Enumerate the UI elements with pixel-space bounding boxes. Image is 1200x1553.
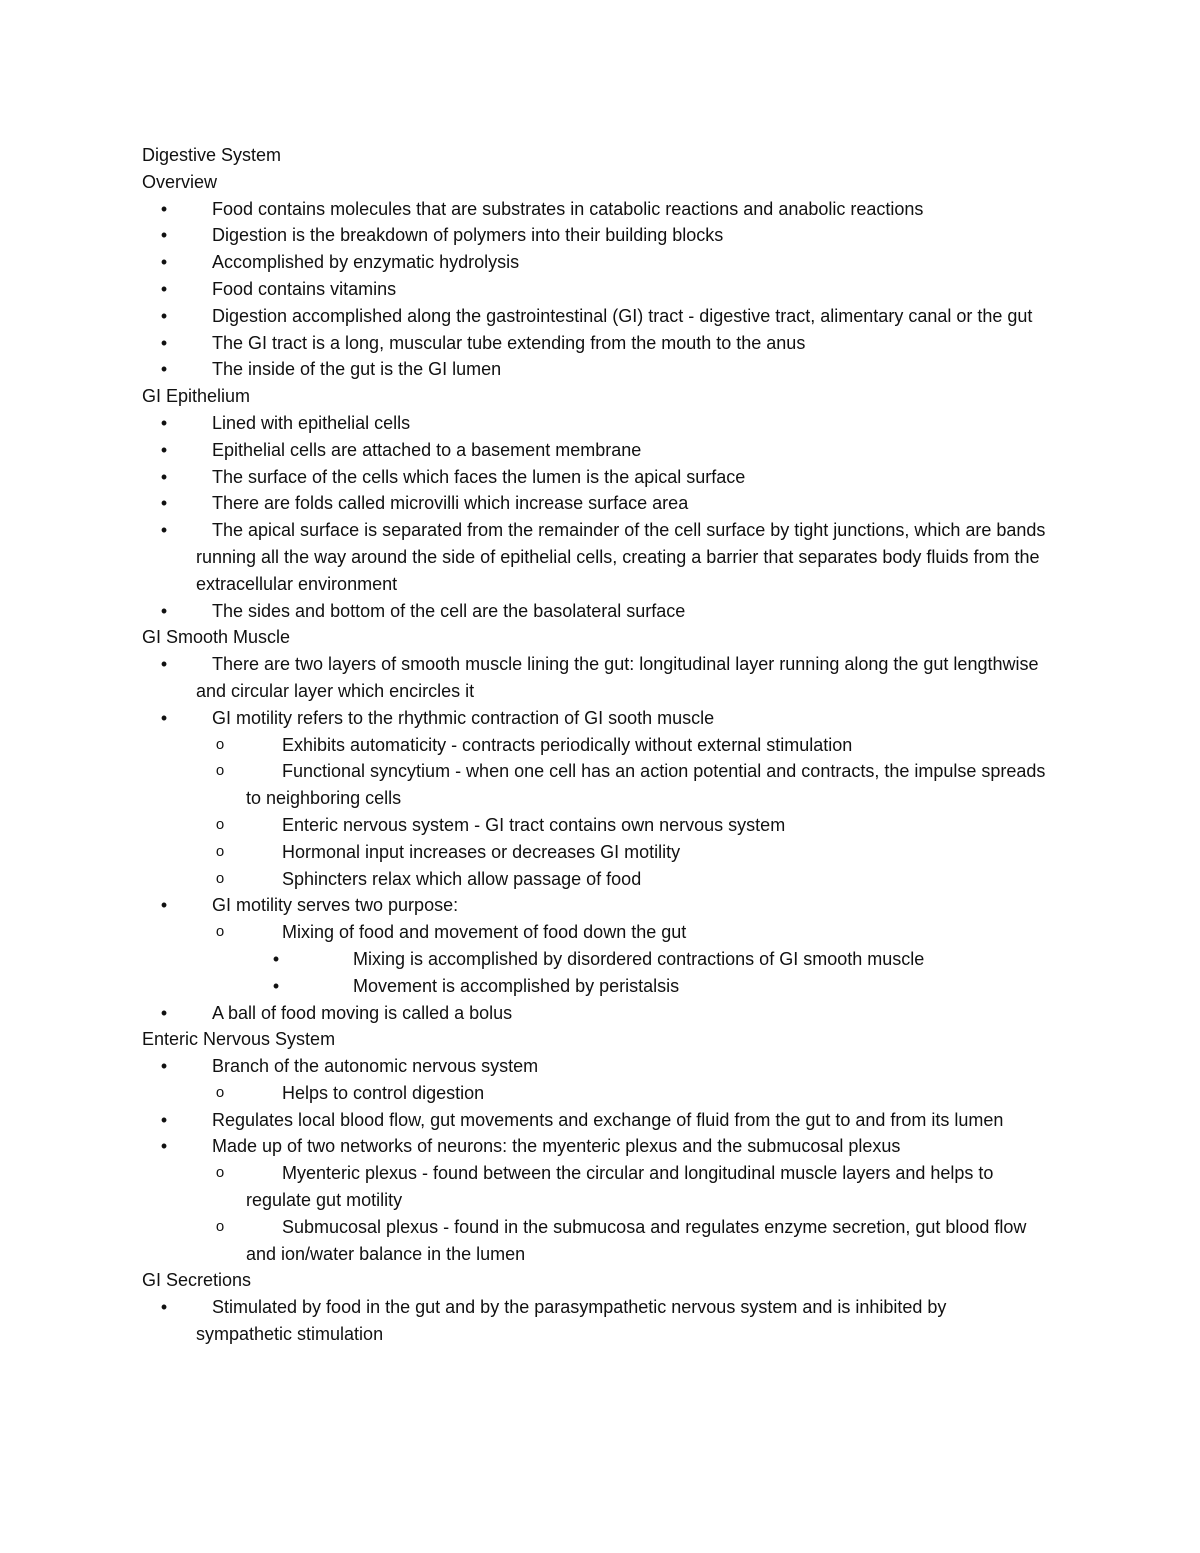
list-item <box>142 1053 1062 1080</box>
hollow-bullet-icon: o <box>215 923 225 941</box>
list-item-text: Digestion is the breakdown of polymers into their building blocks <box>212 225 724 246</box>
hollow-bullet-icon: o <box>215 1164 225 1182</box>
list-item-text: Functional syncytium - when one cell has an action potential and contracts, the impulse spreads to neighboring cells <box>246 761 1046 809</box>
section-heading: GI Secretions <box>142 1270 252 1291</box>
section-heading: GI Epithelium <box>142 386 251 407</box>
bullet-icon: • <box>160 439 168 460</box>
list-item <box>142 732 1062 759</box>
list-item-text: There are two layers of smooth muscle lining the gut: longitudinal layer running along the gut lengthwise and circular layer which encircles it <box>196 654 1039 701</box>
bullet-icon: • <box>160 1056 168 1077</box>
list-item-text: Submucosal plexus - found in the submucosa and regulates enzyme secretion, gut blood flow and ion/water balance in the lumen <box>246 1216 1027 1264</box>
bullet-icon: • <box>160 305 168 326</box>
section-heading: GI Smooth Muscle <box>142 627 291 648</box>
list-item-text: Branch of the autonomic nervous system <box>212 1056 539 1077</box>
list-item-text: Hormonal input increases or decreases GI motility <box>282 841 681 862</box>
list-item-text: Epithelial cells are attached to a basement membrane <box>212 439 642 460</box>
list-item-text: The GI tract is a long, muscular tube extending from the mouth to the anus <box>212 332 806 353</box>
list-item <box>142 651 1062 705</box>
list-item-text: There are folds called microvilli which increase surface area <box>212 493 689 514</box>
list-item <box>142 839 1062 866</box>
bullet-icon: • <box>272 948 280 969</box>
list-item <box>142 303 1062 330</box>
bullet-icon: • <box>160 1297 168 1318</box>
list-item-text: Exhibits automaticity - contracts periodically without external stimulation <box>282 734 853 755</box>
sections-container <box>142 169 1062 1348</box>
hollow-bullet-icon: o <box>215 1083 225 1101</box>
list-item <box>142 946 1062 973</box>
list-item <box>142 1107 1062 1134</box>
list-item-text: Regulates local blood flow, gut movements and exchange of fluid from the gut to and from its lumen <box>212 1109 1004 1130</box>
bullet-icon: • <box>160 493 168 514</box>
list-item <box>142 812 1062 839</box>
list-item <box>142 410 1062 437</box>
bullet-icon: • <box>160 895 168 916</box>
list-item <box>142 490 1062 517</box>
hollow-bullet-icon: o <box>215 762 225 780</box>
list-item-text: Food contains vitamins <box>212 278 397 299</box>
bullet-icon: • <box>160 332 168 353</box>
hollow-bullet-icon: o <box>215 735 225 753</box>
document-body <box>142 142 1062 1348</box>
bullet-icon: • <box>160 520 168 541</box>
section-heading: Overview <box>142 171 218 192</box>
list-item <box>142 973 1062 1000</box>
list-item-text: A ball of food moving is called a bolus <box>212 1002 513 1023</box>
document-title: Digestive System <box>142 145 282 165</box>
list-item-text: The surface of the cells which faces the lumen is the apical surface <box>212 466 746 487</box>
bullet-icon: • <box>160 600 168 621</box>
list-item <box>142 866 1062 893</box>
bullet-icon: • <box>160 252 168 273</box>
bullet-icon: • <box>160 278 168 299</box>
list-item-text: The sides and bottom of the cell are the basolateral surface <box>212 600 686 621</box>
bullet-icon: • <box>160 412 168 433</box>
list-item <box>142 758 1062 812</box>
list-item-text: Mixing of food and movement of food down the gut <box>282 922 687 943</box>
list-item <box>142 222 1062 249</box>
list-item-text: The apical surface is separated from the remainder of the cell surface by tight junctions, which are bands running all the way around the side of epithelial cells, creating a barrier that separates body fluids from the extracellular environment <box>196 520 1046 594</box>
list-item <box>142 356 1062 383</box>
bullet-icon: • <box>160 466 168 487</box>
hollow-bullet-icon: o <box>215 842 225 860</box>
list-item-text: GI motility refers to the rhythmic contraction of GI sooth muscle <box>212 707 715 728</box>
list-item <box>142 330 1062 357</box>
bullet-icon: • <box>160 1002 168 1023</box>
list-item-text: Mixing is accomplished by disordered contractions of GI smooth muscle <box>353 948 925 969</box>
bullet-icon: • <box>160 359 168 380</box>
list-item <box>142 919 1062 946</box>
list-item <box>142 437 1062 464</box>
list-item <box>142 1080 1062 1107</box>
bullet-icon: • <box>160 225 168 246</box>
bullet-icon: • <box>160 1136 168 1157</box>
list-item <box>142 598 1062 625</box>
section-heading: Enteric Nervous System <box>142 1029 336 1050</box>
list-item-text: Myenteric plexus - found between the circular and longitudinal muscle layers and helps to regulate gut motility <box>246 1163 994 1211</box>
bullet-icon: • <box>160 707 168 728</box>
list-item <box>142 1000 1062 1027</box>
bullet-icon: • <box>160 654 168 675</box>
list-item <box>142 705 1062 732</box>
hollow-bullet-icon: o <box>215 869 225 887</box>
bullet-icon: • <box>160 198 168 219</box>
list-item-text: Helps to control digestion <box>282 1082 485 1103</box>
list-item <box>142 464 1062 491</box>
bullet-icon: • <box>160 1109 168 1130</box>
list-item <box>142 892 1062 919</box>
list-item-text: Made up of two networks of neurons: the myenteric plexus and the submucosal plexus <box>212 1136 901 1157</box>
list-item-text: Lined with epithelial cells <box>212 412 411 433</box>
list-item <box>142 1214 1062 1268</box>
list-item-text: Enteric nervous system - GI tract contains own nervous system <box>282 814 786 835</box>
list-item-text: Movement is accomplished by peristalsis <box>353 975 680 996</box>
list-item-text: Food contains molecules that are substrates in catabolic reactions and anabolic reactions <box>212 198 924 219</box>
list-item <box>142 196 1062 223</box>
list-item-text: Stimulated by food in the gut and by the parasympathetic nervous system and is inhibited by sympathetic stimulation <box>196 1297 947 1345</box>
hollow-bullet-icon: o <box>215 815 225 833</box>
list-item <box>142 249 1062 276</box>
list-item-text: Accomplished by enzymatic hydrolysis <box>212 252 520 273</box>
list-item-text: GI motility serves two purpose: <box>212 895 459 916</box>
list-item <box>142 1294 1062 1348</box>
bullet-icon: • <box>272 975 280 996</box>
list-item <box>142 517 1062 597</box>
list-item-text: Sphincters relax which allow passage of food <box>282 868 642 889</box>
list-item <box>142 276 1062 303</box>
list-item <box>142 1160 1062 1214</box>
list-item <box>142 1133 1062 1160</box>
list-item-text: The inside of the gut is the GI lumen <box>212 359 502 380</box>
list-item-text: Digestion accomplished along the gastrointestinal (GI) tract - digestive tract, alimentary canal or the gut <box>212 305 1033 326</box>
hollow-bullet-icon: o <box>215 1217 225 1235</box>
